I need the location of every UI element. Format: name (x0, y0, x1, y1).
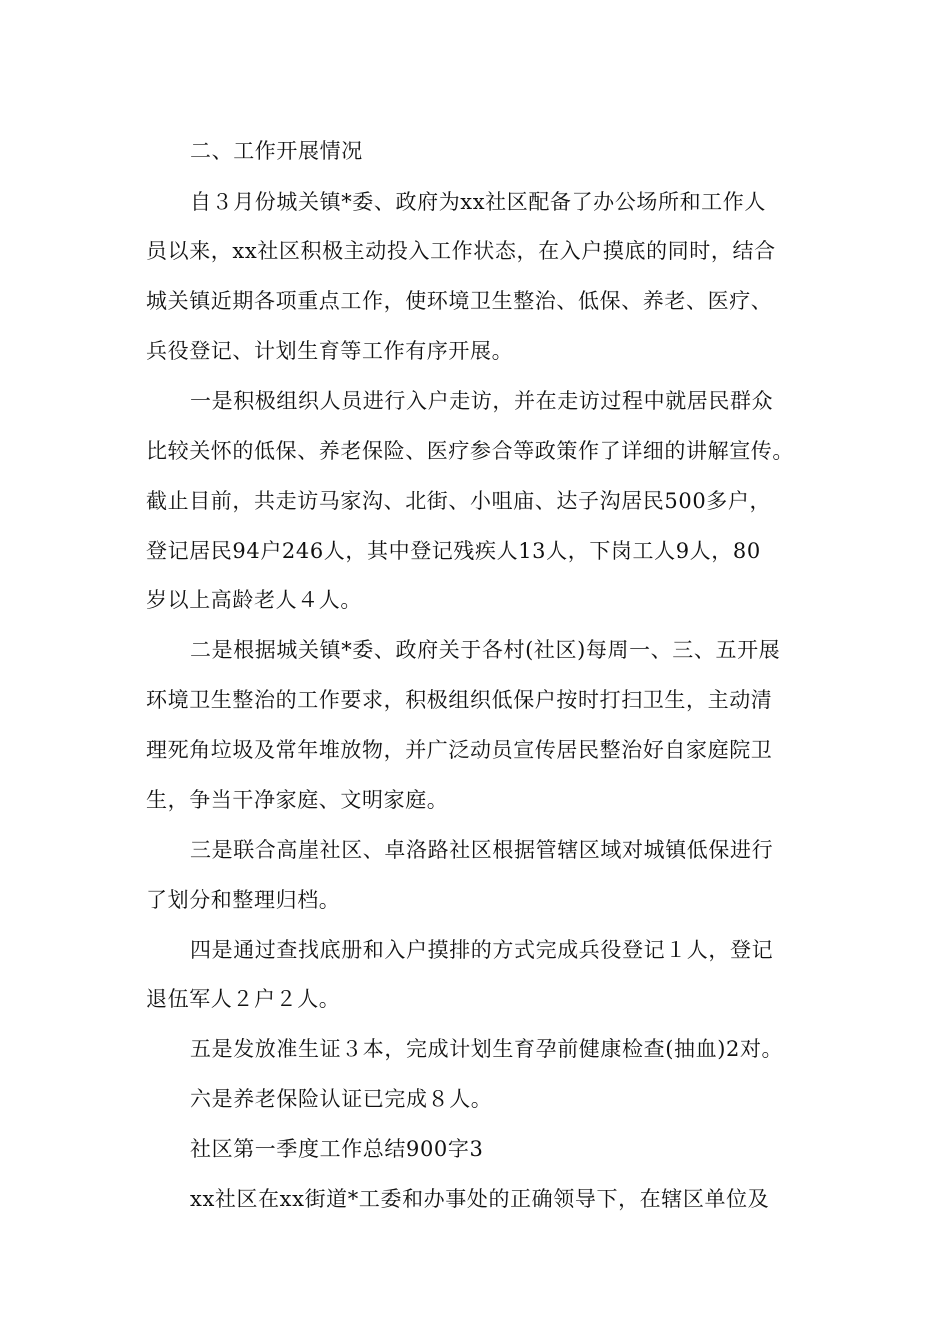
paragraph-line: 退伍军人２户２人。 (146, 987, 341, 1011)
paragraph-line: 截止目前，共走访马家沟、北街、小咀庙、达子沟居民500多户， (146, 489, 772, 513)
paragraph-line: 一是积极组织人员进行入户走访，并在走访过程中就居民群众 (190, 389, 774, 413)
subsection-heading: 社区第一季度工作总结900字3 (190, 1137, 484, 1161)
paragraph-line: 比较关怀的低保、养老保险、医疗参合等政策作了详细的讲解宣传。 (146, 439, 794, 463)
paragraph-line: 了划分和整理归档。 (146, 888, 341, 912)
paragraph-line: 四是通过查找底册和入户摸排的方式完成兵役登记１人，登记 (190, 938, 774, 962)
paragraph-line: 城关镇近期各项重点工作，使环境卫生整治、低保、养老、医疗、 (146, 289, 773, 313)
paragraph-line: 登记居民94户246人，其中登记残疾人13人，下岗工人9人，80 (146, 539, 761, 563)
paragraph-line: 员以来，xx社区积极主动投入工作状态，在入户摸底的同时，结合 (146, 239, 776, 263)
paragraph-line: xx社区在xx街道*工委和办事处的正确领导下，在辖区单位及 (190, 1187, 770, 1211)
paragraph-line: 理死角垃圾及常年堆放物，并广泛动员宣传居民整治好自家庭院卫 (146, 738, 773, 762)
paragraph-line: 岁以上高龄老人４人。 (146, 588, 362, 612)
section-heading: 二、工作开展情况 (190, 139, 363, 163)
paragraph-line: 兵役登记、计划生育等工作有序开展。 (146, 339, 514, 363)
paragraph-line: 六是养老保险认证已完成８人。 (190, 1087, 493, 1111)
paragraph-line: 环境卫生整治的工作要求，积极组织低保户按时打扫卫生，主动清 (146, 688, 773, 712)
paragraph-line: 生，争当干净家庭、文明家庭。 (146, 788, 449, 812)
paragraph-line: 自３月份城关镇*委、政府为xx社区配备了办公场所和工作人 (190, 190, 766, 214)
paragraph-line: 五是发放准生证３本，完成计划生育孕前健康检查(抽血)2对。 (190, 1037, 784, 1061)
paragraph-line: 二是根据城关镇*委、政府关于各村(社区)每周一、三、五开展 (190, 638, 781, 662)
paragraph-line: 三是联合高崖社区、卓洛路社区根据管辖区域对城镇低保进行 (190, 838, 774, 862)
